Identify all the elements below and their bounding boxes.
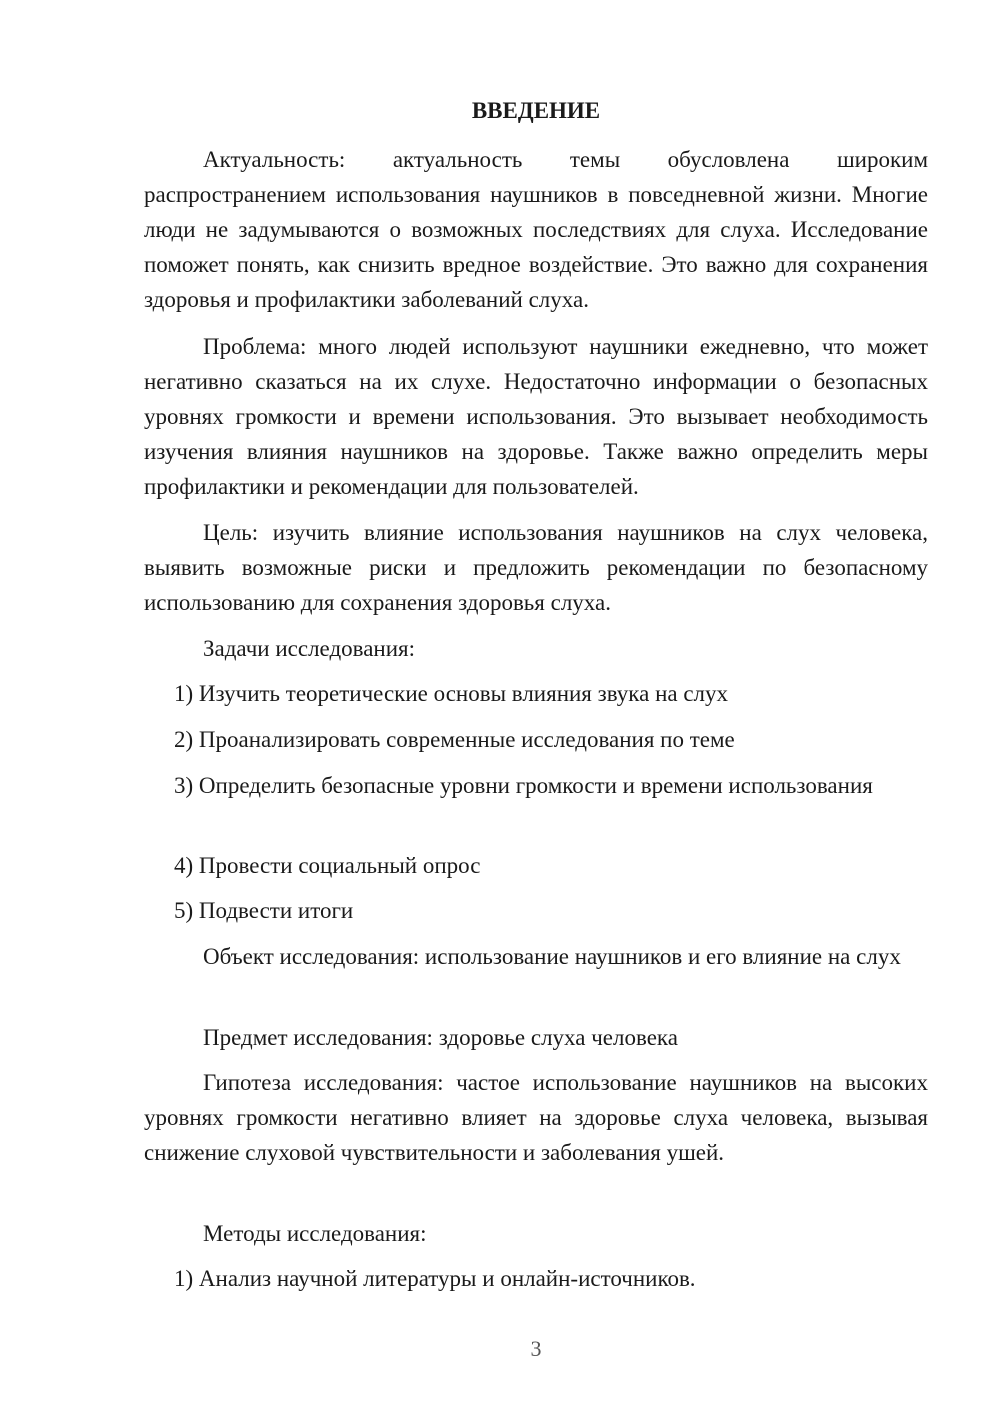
task-item-2: 2) Проанализировать современные исследования по теме — [174, 727, 735, 752]
relevance-paragraph: Актуальность: актуальность темы обусловлена широким распространением использования наушников в повседневной жизни. Многие люди не задумываются о возможных последствиях для слуха. Исследование поможет понять, как снизить вредное воздействие. Это важно для сохранения здоровья и профилактики заболеваний слуха. — [144, 147, 928, 312]
tasks-heading: Задачи исследования: — [203, 636, 416, 661]
hypothesis-paragraph: Гипотеза исследования: частое использование наушников на высоких уровнях громкости негативно влияет на здоровье слуха человека, вызывая снижение слуховой чувствительности и заболевания ушей. — [144, 1070, 928, 1165]
page-number: 3 — [530, 1336, 542, 1361]
goal-paragraph: Цель: изучить влияние использования наушников на слух человека, выявить возможные риски и предложить рекомендации по безопасному использованию для сохранения здоровья слуха. — [144, 520, 928, 615]
method-item-1: 1) Анализ научной литературы и онлайн-источников. — [174, 1266, 696, 1291]
task-item-1: 1) Изучить теоретические основы влияния звука на слух — [174, 681, 729, 706]
document-page — [144, 0, 928, 1414]
subject-paragraph: Предмет исследования: здоровье слуха человека — [203, 1025, 678, 1050]
methods-heading: Методы исследования: — [203, 1221, 427, 1246]
task-item-3: 3) Определить безопасные уровни громкости и времени использования — [174, 773, 873, 798]
problem-paragraph: Проблема: много людей используют наушники ежедневно, что может негативно сказаться на их слухе. Недостаточно информации о безопасных уровнях громкости и времени использования. Это вызывает необходимость изучения влияния наушников на здоровье. Также важно определить меры профилактики и рекомендации для пользователей. — [144, 334, 928, 499]
task-item-4: 4) Провести социальный опрос — [174, 853, 481, 878]
task-item-5: 5) Подвести итоги — [174, 898, 354, 923]
page-title: ВВЕДЕНИЕ — [471, 98, 601, 123]
object-paragraph: Объект исследования: использование наушников и его влияние на слух — [203, 944, 901, 969]
